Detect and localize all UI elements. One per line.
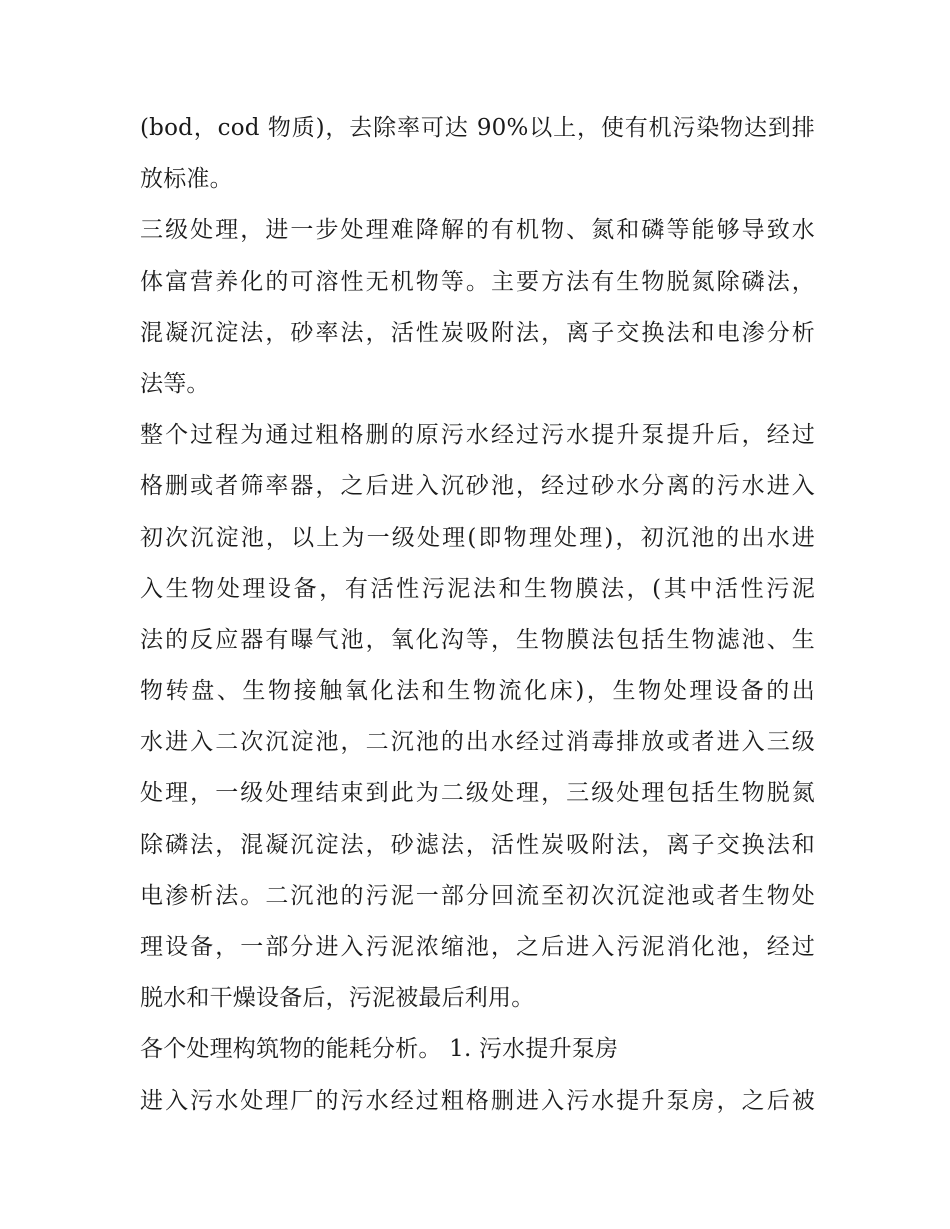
text-line: 电渗析法。二沉池的污泥一部分回流至初次沉淀池或者生物处 <box>140 882 815 909</box>
text-line: 处理，一级处理结束到此为二级处理，三级处理包括生物脱氮 <box>140 780 815 807</box>
text-line: 理设备，一部分进入污泥浓缩池，之后进入污泥消化池，经过 <box>140 934 815 960</box>
text-line: 整个过程为通过粗格删的原污水经过污水提升泵提升后，经过 <box>140 422 815 449</box>
text-line: 除磷法，混凝沉淀法，砂滤法，活性炭吸附法，离子交换法和 <box>140 831 815 858</box>
text-line: 法的反应器有曝气池，氧化沟等，生物膜法包括生物滤池、生 <box>140 626 815 653</box>
text-line: 放标准。 <box>140 166 233 193</box>
text-line: 体富营养化的可溶性无机物等。主要方法有生物脱氮除磷法， <box>140 268 815 295</box>
text-line: 脱水和干燥设备后，污泥被最后利用。 <box>140 985 535 1012</box>
text-line: 三级处理，进一步处理难降解的有机物、氮和磷等能够导致水 <box>140 217 815 244</box>
text-line: 水进入二次沉淀池，二沉池的出水经过消毒排放或者进入三级 <box>140 729 815 756</box>
document-body <box>140 103 815 1127</box>
text-line: 物转盘、生物接触氧化法和生物流化床)，生物处理设备的出 <box>140 678 815 705</box>
text-line: 各个处理构筑物的能耗分析。 1. 污水提升泵房 <box>140 1036 619 1063</box>
text-line: 混凝沉淀法，砂率法，活性炭吸附法，离子交换法和电渗分析 <box>140 319 815 346</box>
text-line: (bod，cod 物质)，去除率可达 90%以上，使有机污染物达到排 <box>140 115 815 141</box>
text-line: 法等。 <box>140 370 210 397</box>
text-line: 初次沉淀池，以上为一级处理(即物理处理)，初沉池的出水进 <box>140 524 815 551</box>
text-line: 格删或者筛率器，之后进入沉砂池，经过砂水分离的污水进入 <box>140 473 815 500</box>
text-line: 进入污水处理厂的污水经过粗格删进入污水提升泵房，之后被 <box>140 1087 815 1114</box>
text-line: 入生物处理设备，有活性污泥法和生物膜法，(其中活性污泥 <box>140 575 815 602</box>
